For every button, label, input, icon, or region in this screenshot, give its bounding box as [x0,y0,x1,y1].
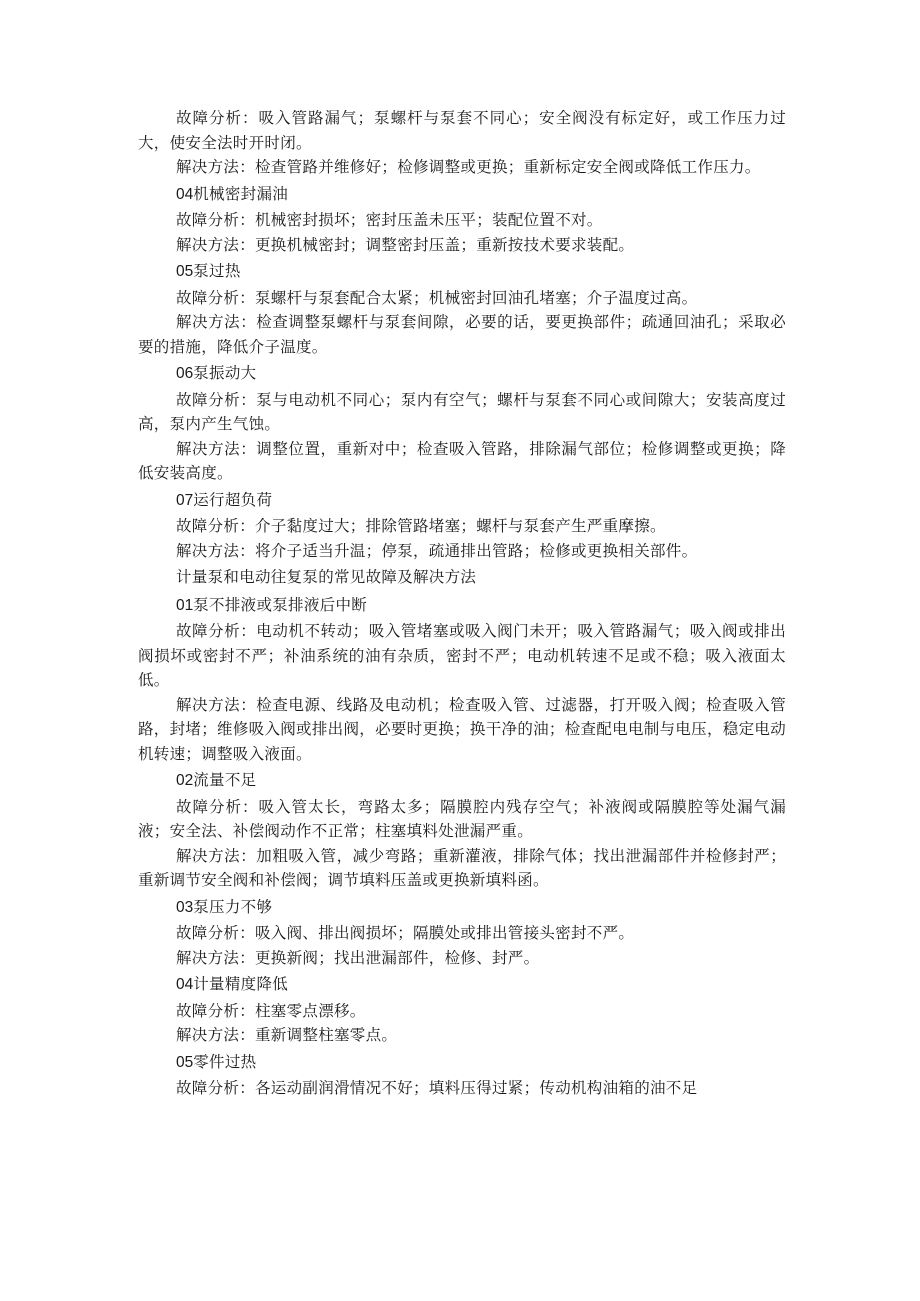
paragraph: 故障分析：泵螺杆与泵套配合太紧；机械密封回油孔堵塞；介子温度过高。 [176,288,698,307]
paragraph: 故障分析：机械密封损坏；密封压盖未压平；装配位置不对。 [176,211,603,229]
paragraph: 解决方法：更换机械密封；调整密封压盖；重新按技术要求装配。 [176,235,635,254]
section-heading: 01泵不排液或泵排液后中断 [176,595,368,614]
section-heading: 02流量不足 [176,771,257,789]
section-heading: 07运行超负荷 [176,490,273,509]
paragraph: 故障分析：吸入管太长，弯路太多；隔膜腔内残存空气；补液阀或隔膜腔等处漏气漏液；安全法、补偿阀动作不正常；柱塞填料处泄漏严重。 [138,797,786,840]
paragraph: 故障分析：吸入阀、排出阀损坏；隔膜处或排出管接头密封不严。 [176,924,635,942]
paragraph: 解决方法：加粗吸入管，减少弯路；重新灌液，排除气体；找出泄漏部件并检修封严；重新调节安全阀和补偿阀；调节填料压盖或更换新填料函。 [138,846,786,889]
section-heading: 03泵压力不够 [176,897,273,916]
paragraph: 故障分析：柱塞零点漂移。 [176,1001,366,1020]
section-heading: 04机械密封漏油 [176,184,289,203]
section-heading: 06泵振动大 [176,364,257,382]
paragraph: 解决方法：调整位置，重新对中；检查吸入管路，排除漏气部位；检修调整或更换；降低安装高度。 [138,439,786,482]
paragraph: 解决方法：检查电源、线路及电动机；检查吸入管、过滤器，打开吸入阀；检查吸入管路，封堵；维修吸入阀或排出阀，必要时更换；换干净的油；检查配电电制与电压，稳定电动机转速；调整吸入液面。 [138,695,786,763]
paragraph: 故障分析：介子黏度过大；排除管路堵塞；螺杆与泵套产生严重摩擦。 [176,517,666,535]
paragraph: 故障分析：泵与电动机不同心；泵内有空气；螺杆与泵套不同心或间隙大；安装高度过高，泵内产生气蚀。 [138,390,786,433]
section-heading: 04计量精度降低 [176,975,289,993]
paragraph: 故障分析：吸入管路漏气；泵螺杆与泵套不同心；安全阀没有标定好，或工作压力过大，使安全法时开时闭。 [138,109,786,152]
document-page [138,106,786,1101]
paragraph: 故障分析：电动机不转动；吸入管堵塞或吸入阀门未开；吸入管路漏气；吸入阀或排出阀损坏或密封不严；补油系统的油有杂质，密封不严；电动机转速不足或不稳；吸入液面太低。 [138,622,786,689]
paragraph: 解决方法：检查调整泵螺杆与泵套间隙，必要的话，要更换部件；疏通回油孔；采取必要的措施，降低介子温度。 [138,313,786,356]
chapter-heading: 计量泵和电动往复泵的常见故障及解决方法 [176,568,477,586]
paragraph: 解决方法：重新调整柱塞零点。 [176,1026,398,1044]
section-heading: 05零件过热 [176,1052,257,1071]
section-heading: 05泵过热 [176,262,241,280]
paragraph: 解决方法：更换新阀；找出泄漏部件，检修、封严。 [176,948,540,967]
paragraph: 故障分析：各运动副润滑情况不好；填料压得过紧；传动机构油箱的油不足 [176,1079,698,1097]
paragraph: 解决方法：检查管路并维修好；检修调整或更换；重新标定安全阀或降低工作压力。 [176,158,761,176]
paragraph: 解决方法：将介子适当升温；停泵，疏通排出管路；检修或更换相关部件。 [176,541,698,560]
